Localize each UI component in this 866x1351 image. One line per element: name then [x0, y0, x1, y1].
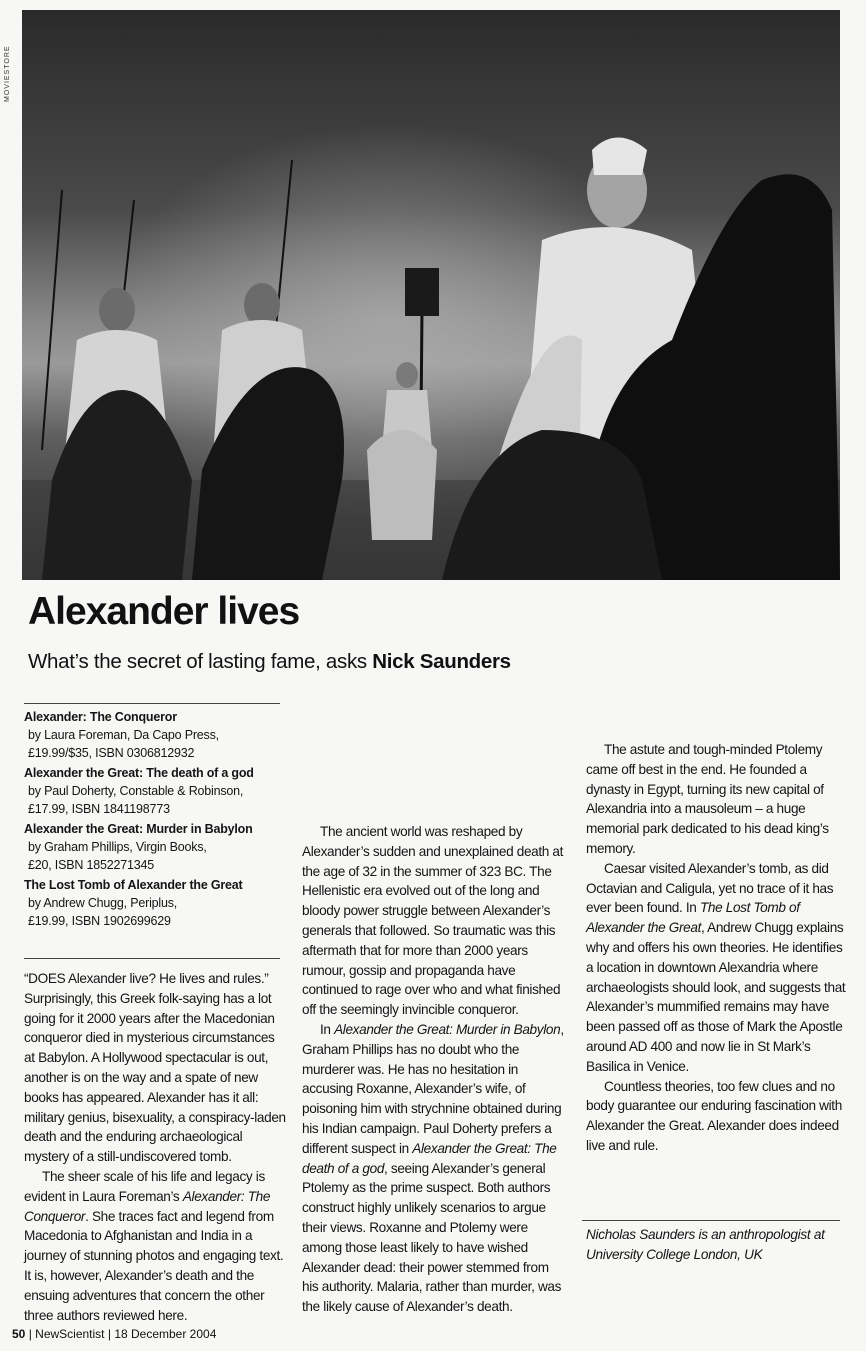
- book-price-isbn: £19.99/$35, ISBN 0306812932: [28, 746, 195, 760]
- book-publisher: by Laura Foreman, Da Capo Press,: [28, 728, 219, 742]
- article-photo: [22, 10, 840, 580]
- body-paragraph: “DOES Alexander live? He lives and rules.” Surprisingly, this Greek folk-saying has a lot going for it 2000 years after the Macedonian conqueror died in mysterious circumstances at Babylon. A Hollywood spectacular is out, another is on the way and a spate of new books has appeared. Alexander has it all: military genius, bisexuality, a conspiracy-laden death and the enduring archaeological mystery of a still-undiscovered tomb.: [24, 971, 286, 1165]
- books-reviewed-list: [24, 703, 280, 932]
- issue-date: 18 December 2004: [114, 1327, 217, 1341]
- photo-credit: MOVIESTORE: [4, 45, 11, 102]
- text-run: , Graham Phillips has no doubt who the murderer was. He has no hesitation in accusing Roxanne, Alexander’s wife, of poisoning him with strychnine obtained during his Indian campaign. Paul Doherty prefers a different suspect in: [302, 1021, 564, 1156]
- author-name: Nick Saunders: [372, 650, 511, 673]
- book-entry: [24, 708, 280, 762]
- book-title: The Lost Tomb of Alexander the Great: [24, 878, 243, 892]
- book-price-isbn: £17.99, ISBN 1841198773: [28, 802, 170, 816]
- book-title: Alexander the Great: Murder in Babylon: [24, 822, 253, 836]
- body-paragraph: [586, 859, 850, 1077]
- book-title: Alexander: The Conqueror: [24, 710, 177, 724]
- body-paragraph: [24, 1167, 286, 1325]
- page-footer: 50 | NewScientist | 18 December 2004: [12, 1327, 217, 1341]
- book-entry: [24, 820, 280, 874]
- book-entry: [24, 876, 280, 930]
- book-title-reference: Alexander: The Conqueror: [24, 1188, 271, 1224]
- text-run: . She traces fact and legend from Macedonia to Afghanistan and India in a journey of stunning photos and engaging text. It is, however, Alexander’s death and the ensuing adventures that concern the other three authors reviewed here.: [24, 1208, 284, 1323]
- book-publisher: by Paul Doherty, Constable & Robinson,: [28, 784, 244, 798]
- book-title-reference: Alexander the Great: The death of a god: [302, 1140, 557, 1176]
- book-price-isbn: £19.99, ISBN 1902699629: [28, 914, 171, 928]
- divider: [582, 1220, 840, 1221]
- text-run: In: [320, 1021, 335, 1037]
- article-column-1: [24, 969, 286, 1325]
- book-title-reference: The Lost Tomb of Alexander the Great: [586, 900, 800, 936]
- book-publisher: by Andrew Chugg, Periplus,: [28, 896, 178, 910]
- book-title-reference: Alexander the Great: Murder in Babylon: [334, 1021, 561, 1037]
- text-run: Caesar visited Alexander’s tomb, as did Octavian and Caligula, yet no trace of it has ever been found. In: [586, 860, 834, 916]
- author-bio: Nicholas Saunders is an anthropologist at University College London, UK: [586, 1227, 825, 1262]
- book-publisher: by Graham Phillips, Virgin Books,: [28, 840, 207, 854]
- publication-name: NewScientist: [35, 1327, 105, 1341]
- article-column-2: [302, 703, 568, 1317]
- article-subtitle: [28, 650, 511, 674]
- subtitle-text: What’s the secret of lasting fame, asks: [28, 650, 373, 673]
- text-run: , Andrew Chugg explains why and offers his own theories. He identifies a location in downtown Alexandria where archaeologists should look, and suggests that Alexander’s mummified remains may have been passed off as those of Mark the Apostle around AD 400 and now lie in St Mark’s Basilica in Venice.: [586, 920, 846, 1074]
- book-title: Alexander the Great: The death of a god: [24, 766, 254, 780]
- book-price-isbn: £20, ISBN 1852271345: [28, 858, 154, 872]
- body-paragraph: The astute and tough-minded Ptolemy came off best in the end. He founded a dynasty in Egypt, turning its new capital of Alexandria into a mausoleum – a huge memorial park dedicated to his dead king’s memory.: [586, 742, 829, 856]
- text-run: , seeing Alexander’s general Ptolemy as the prime suspect. Both authors construct highly unlikely scenarios to argue their views. Roxanne and Ptolemy were among those least likely to have wished Alexander dead: their power stemmed from his authority. Malaria, rather than murder, was the likely cause of Alexander’s death.: [302, 1160, 562, 1315]
- divider: [24, 958, 280, 959]
- book-entry: [24, 764, 280, 818]
- body-paragraph: The ancient world was reshaped by Alexander’s sudden and unexplained death at the age of 32 in the summer of 323 BC. The Hellenistic era evolved out of the long and bloody power struggle between Alexander’s generals that followed. So traumatic was this aftermath that for more than 2000 years rumour, gossip and propaganda have continued to rage over who and what finished off the seemingly invincible conqueror.: [302, 824, 564, 1018]
- page-number: 50: [12, 1327, 26, 1341]
- body-paragraph: Countless theories, too few clues and no body guarantee our enduring fascination with Alexander the Great. Alexander does indeed live and rule.: [586, 1078, 842, 1153]
- text-run: The sheer scale of his life and legacy is evident in Laura Foreman’s: [24, 1168, 265, 1204]
- article-title: Alexander lives: [28, 590, 300, 633]
- body-paragraph: [302, 1020, 568, 1317]
- article-column-3: [586, 600, 850, 1156]
